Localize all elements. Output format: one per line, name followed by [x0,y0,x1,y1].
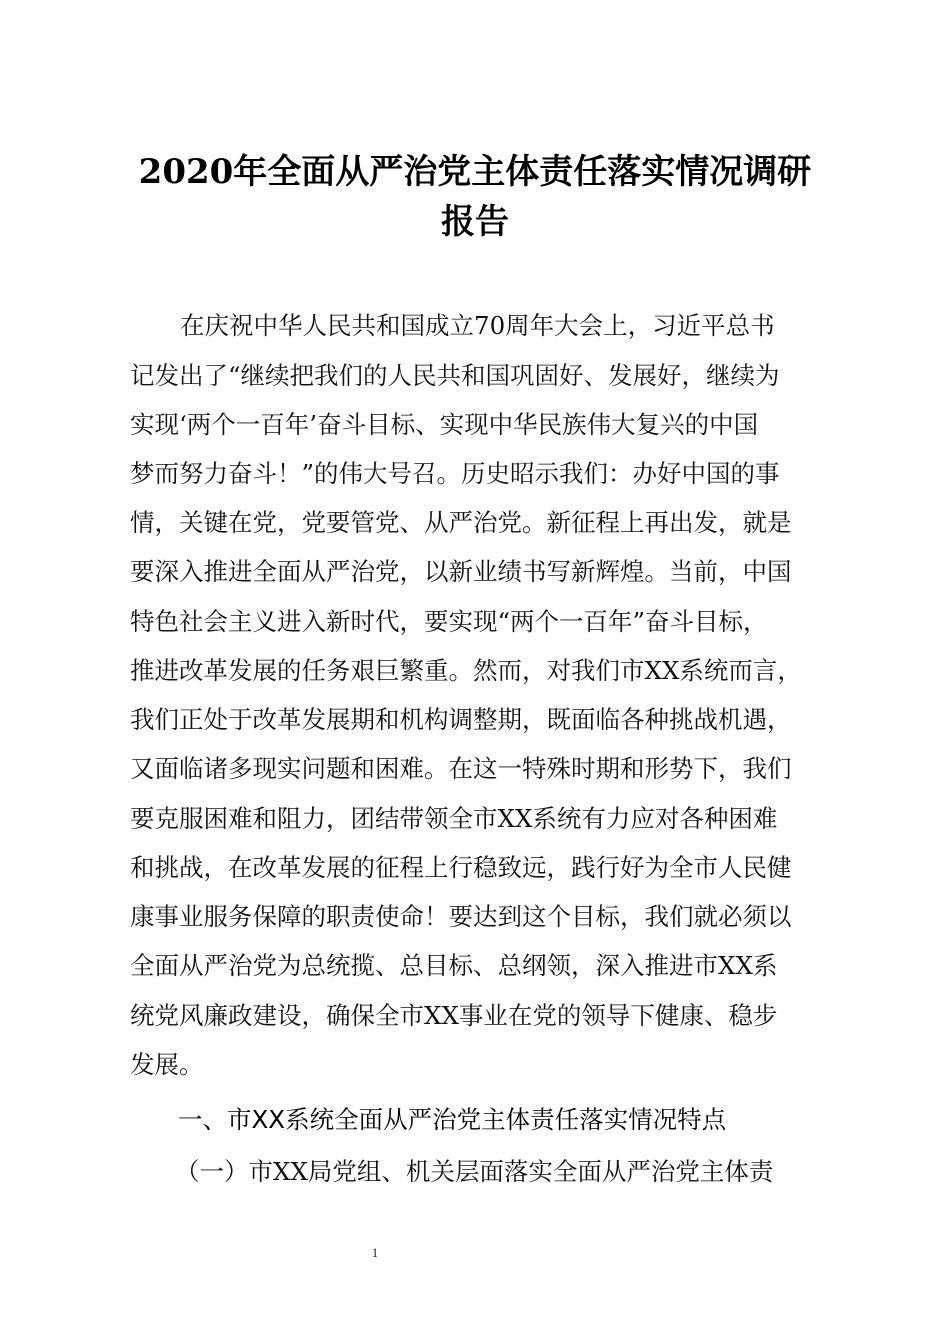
subsection-heading: （一）市XX局党组、机关层面落实全面从严治党主体责 [175,1157,774,1186]
paragraph-line: 又面临诸多现实问题和困难。在这一特殊时期和形势下，我们 [130,754,792,783]
paragraph-line: 和挑战，在改革发展的征程上行稳致远，践行好为全市人民健 [130,853,792,882]
paragraph-line: 特色社会主义进入新时代，要实现“两个一百年”奋斗目标， [130,607,768,636]
paragraph-line: 全面从严治党为总统揽、总目标、总纲领，深入推进市XX系 [130,951,778,980]
document-title-line-2: 报告 [441,202,509,242]
paragraph-line: 康事业服务保障的职责使命！要达到这个目标，我们就必须以 [130,902,792,931]
paragraph-line: 要深入推进全面从严治党，以新业绩书写新辉煌。当前，中国 [130,557,792,586]
paragraph-line: 情，关键在党，党要管党、从严治党。新征程上再出发，就是 [130,508,792,537]
section-heading: 一、市XX系统全面从严治党主体责任落实情况特点 [178,1105,727,1134]
paragraph-line: 梦而努力奋斗！”的伟大号召。历史昭示我们：办好中国的事 [130,459,780,488]
paragraph-line: 发展。 [130,1050,204,1079]
paragraph-line: 我们正处于改革发展期和机构调整期，既面临各种挑战机遇， [130,705,792,734]
page-number: 1 [371,1245,379,1260]
document-title-line-1: 2020年全面从严治党主体责任落实情况调研 [138,152,812,192]
paragraph-line: 统党风廉政建设，确保全市XX事业在党的领导下健康、稳步 [130,1001,778,1030]
paragraph-line: 要克服困难和阻力，团结带领全市XX系统有力应对各种困难 [130,804,778,833]
paragraph-line: 实现‘两个一百年’奋斗目标、实现中华民族伟大复兴的中国 [130,410,759,439]
paragraph-line: 在庆祝中华人民共和国成立70周年大会上，习近平总书 [180,311,775,340]
paragraph-line: 推进改革发展的任务艰巨繁重。然而，对我们市XX系统而言， [130,656,802,685]
paragraph-line: 记发出了“继续把我们的人民共和国巩固好、发展好，继续为 [130,361,780,390]
